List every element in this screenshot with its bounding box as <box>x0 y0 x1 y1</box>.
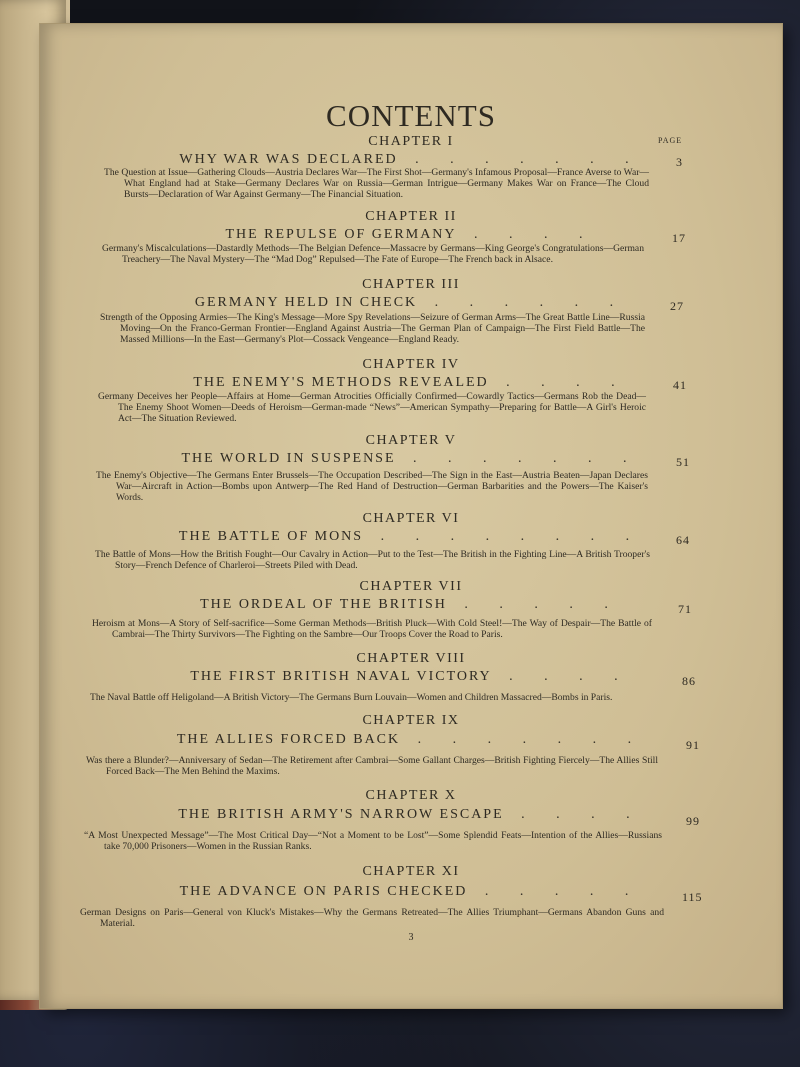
chapter-title: THE WORLD IN SUSPENSE . . . . . . . <box>181 451 641 466</box>
chapter-title: THE ALLIES FORCED BACK . . . . . . . <box>176 732 646 747</box>
chapter-summary: The Enemy's Objective—The Germans Enter Brussels—The Occupation Described—The Sign in the East—Austria Beaten—Japan Declares War—Aircraft in Action—Bombs upon Antwerp—The Red Hand of Destruction—German Barbarities and the Powers—The Kaiser's Words. <box>96 470 648 504</box>
chapter-page-number: 99 <box>686 814 700 828</box>
chapter-summary: Heroism at Mons—A Story of Self-sacrifice—Some German Methods—British Pluck—With Cold Steel!—The Way of Despair—The Battle of Cambrai—The Thirty Survivors—The Fighting on the Sambre—Our Troops Cover the Road to Paris. <box>92 618 652 641</box>
chapter-title: WHY WAR WAS DECLARED . . . . . . . <box>179 152 643 167</box>
chapter-title: THE ADVANCE ON PARIS CHECKED . . . . . <box>179 884 643 899</box>
chapter-page-number: 86 <box>682 674 696 688</box>
chapter-page-number: 41 <box>673 378 687 392</box>
chapter-title: THE BRITISH ARMY'S NARROW ESCAPE . . . . <box>178 807 644 822</box>
chapter-label: CHAPTER II <box>365 209 457 224</box>
chapter-label: CHAPTER IX <box>362 713 460 728</box>
chapter-title: THE ORDEAL OF THE BRITISH . . . . . <box>200 597 622 612</box>
chapter-label: CHAPTER I <box>368 134 454 149</box>
chapter-page-number: 3 <box>676 155 683 169</box>
chapter-summary: Germany's Miscalculations—Dastardly Methods—The Belgian Defence—Massacre by Germans—King George's Congratulations—German Treachery—The Naval Mystery—The “Mad Dog” Repulsed—The Fate of Europe—The French back in Alsace. <box>102 243 644 266</box>
chapter-summary: Was there a Blunder?—Anniversary of Sedan—The Retirement after Cambrai—Some Gallant Charges—British Fighting Fiercely—The Allies Still Forced Back—The Men Behind the Maxims. <box>86 755 658 778</box>
chapter-summary: The Question at Issue—Gathering Clouds—Austria Declares War—The First Shot—Germany's Infamous Proposal—France Averse to War—What England had at Stake—Germany Declares War on Russia—German Intrigue—Germany Makes War on France—The Cloud Bursts—Declaration of War Against Germany—The Financial Situation. <box>104 167 649 201</box>
chapter-label: CHAPTER III <box>362 277 460 292</box>
chapter-page-number: 27 <box>670 299 684 313</box>
chapter-page-number: 64 <box>676 533 690 547</box>
page-column-header: PAGE <box>658 136 683 145</box>
chapter-label: CHAPTER XI <box>362 864 460 879</box>
chapter-label: CHAPTER VIII <box>356 651 466 666</box>
contents-page <box>40 24 782 1008</box>
chapter-summary: “A Most Unexpected Message”—The Most Critical Day—“Not a Moment to be Lost”—Some Splendid Feats—Intention of the Allies—Russians take 70,000 Prisoners—Women in the Russian Ranks. <box>84 830 662 853</box>
chapter-title: THE ENEMY'S METHODS REVEALED . . . . <box>193 375 629 390</box>
chapter-title: GERMANY HELD IN CHECK . . . . . . <box>194 295 628 310</box>
folio-page-number: 3 <box>408 932 414 943</box>
chapter-summary: Strength of the Opposing Armies—The King's Message—More Spy Revelations—Seizure of German Arms—The Great Battle Line—Russia Moving—On the Franco-German Frontier—England Against Austria—The German Plan of Campaign—The First Field Battle—The Massed Millions—In the East—Germany's Plot—Cossack Vengeance—England Ready. <box>100 312 645 346</box>
page-title: CONTENTS <box>326 98 496 133</box>
chapter-label: CHAPTER VI <box>362 511 460 526</box>
chapter-title: THE BATTLE OF MONS . . . . . . . . <box>178 529 644 544</box>
chapter-label: CHAPTER IV <box>362 357 460 372</box>
chapter-summary: The Naval Battle off Heligoland—A British Victory—The Germans Burn Louvain—Women and Children Massacred—Bombs in Paris. <box>90 692 613 703</box>
chapter-page-number: 71 <box>678 602 692 616</box>
chapter-page-number: 51 <box>676 455 690 469</box>
chapter-summary: Germany Deceives her People—Affairs at Home—German Atrocities Officially Confirmed—Cowardly Tactics—Germans Rob the Dead—The Enemy Shoot Women—Deeds of Heroism—German-made “News”—American Sympathy—Preparing for Battle—A Girl's Heroic Act—The Situation Reviewed. <box>98 391 646 425</box>
chapter-summary: German Designs on Paris—General von Kluck's Mistakes—Why the Germans Retreated—The Allies Triumphant—Germans Abandon Guns and Material. <box>80 907 664 930</box>
chapter-page-number: 91 <box>686 738 700 752</box>
chapter-title: THE FIRST BRITISH NAVAL VICTORY . . . . <box>190 669 632 684</box>
chapter-title: THE REPULSE OF GERMANY . . . . <box>225 227 597 242</box>
chapter-label: CHAPTER X <box>365 788 457 803</box>
chapter-label: CHAPTER VII <box>359 579 463 594</box>
chapter-summary: The Battle of Mons—How the British Fought—Our Cavalry in Action—Put to the Test—The British in the Fighting Line—A British Trooper's Story—French Defence of Charleroi—Streets Piled with Dead. <box>95 549 650 572</box>
chapter-page-number: 115 <box>682 890 703 904</box>
chapter-label: CHAPTER V <box>365 433 457 448</box>
chapter-page-number: 17 <box>672 231 686 245</box>
